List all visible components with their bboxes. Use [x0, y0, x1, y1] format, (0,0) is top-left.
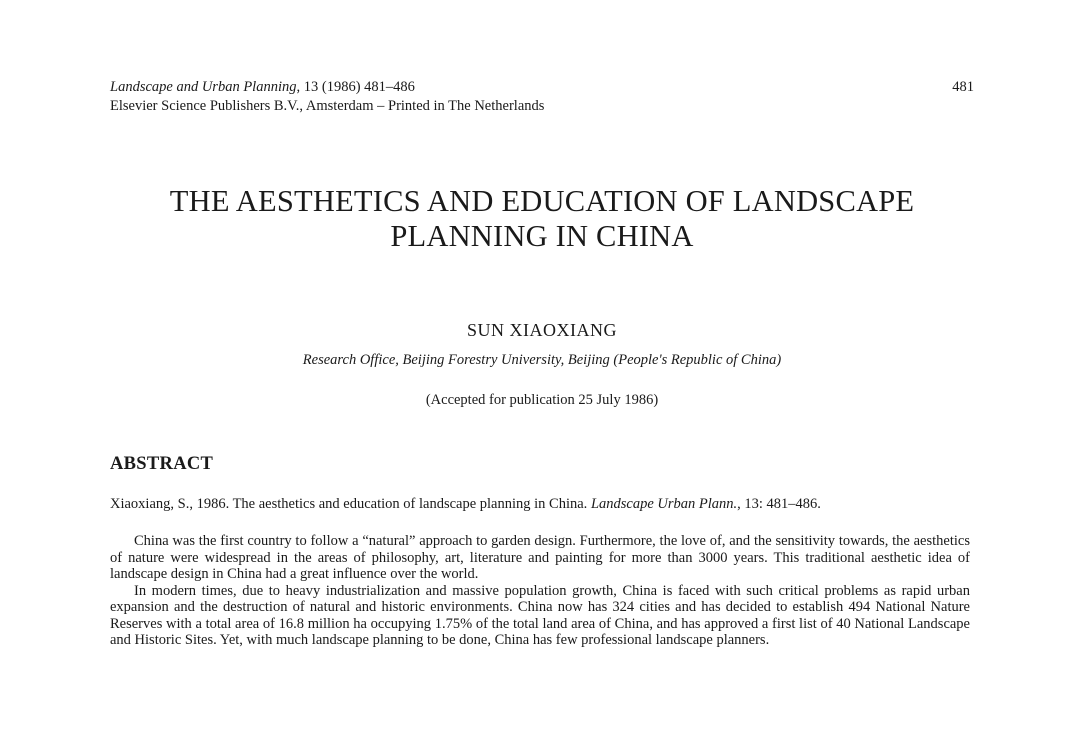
citation-prefix: Xiaoxiang, S., 1986. The aesthetics and education of landscape planning in China. — [110, 496, 591, 512]
journal-details: , 13 (1986) 481–486 — [296, 79, 415, 95]
citation-journal: Landscape Urban Plann. — [590, 496, 738, 512]
citation-suffix: , 13: 481–486. — [737, 496, 821, 512]
author-affiliation: Research Office, Beijing Forestry University, Beijing (People's Republic of China) — [302, 352, 782, 368]
title-line-2: PLANNING IN CHINA — [390, 219, 694, 253]
journal-citation-line — [110, 78, 974, 97]
author-name: SUN XIAOXIANG — [467, 320, 617, 340]
abstract-heading: ABSTRACT — [110, 454, 214, 474]
running-head — [110, 78, 974, 116]
paper-title — [110, 184, 974, 254]
abstract-paragraph: In modern times, due to heavy industrialization and massive population growth, China is faced with such critical problems as rapid urban expansion and the destruction of natural and historic environments. China now has 324 cities and has decided to establish 494 National Nature Reserves with a total area of 16.8 million ha occupying 1.75% of the total land area of China, and has approved a first list of 40 National Landscape and Historic Sites. Yet, with much landscape planning to be done, China has few professional landscape planners. — [110, 582, 970, 648]
publisher-line: Elsevier Science Publishers B.V., Amsterdam – Printed in The Netherlands — [110, 98, 545, 114]
abstract-citation — [110, 496, 974, 513]
abstract-body — [110, 533, 970, 649]
page-number: 481 — [952, 79, 974, 95]
journal-name: Landscape and Urban Planning — [110, 79, 297, 95]
abstract-paragraph: China was the first country to follow a “natural” approach to garden design. Furthermore, the love of, and the sensitivity towards, the aesthetics of nature were widespread in the areas of philosophy, art, literature and painting for more than 3000 years. This traditional aesthetic idea of landscape design in China had a great influence over the world. — [110, 533, 970, 582]
accepted-date: (Accepted for publication 25 July 1986) — [425, 392, 659, 408]
title-line-1: THE AESTHETICS AND EDUCATION OF LANDSCAPE — [169, 184, 915, 218]
